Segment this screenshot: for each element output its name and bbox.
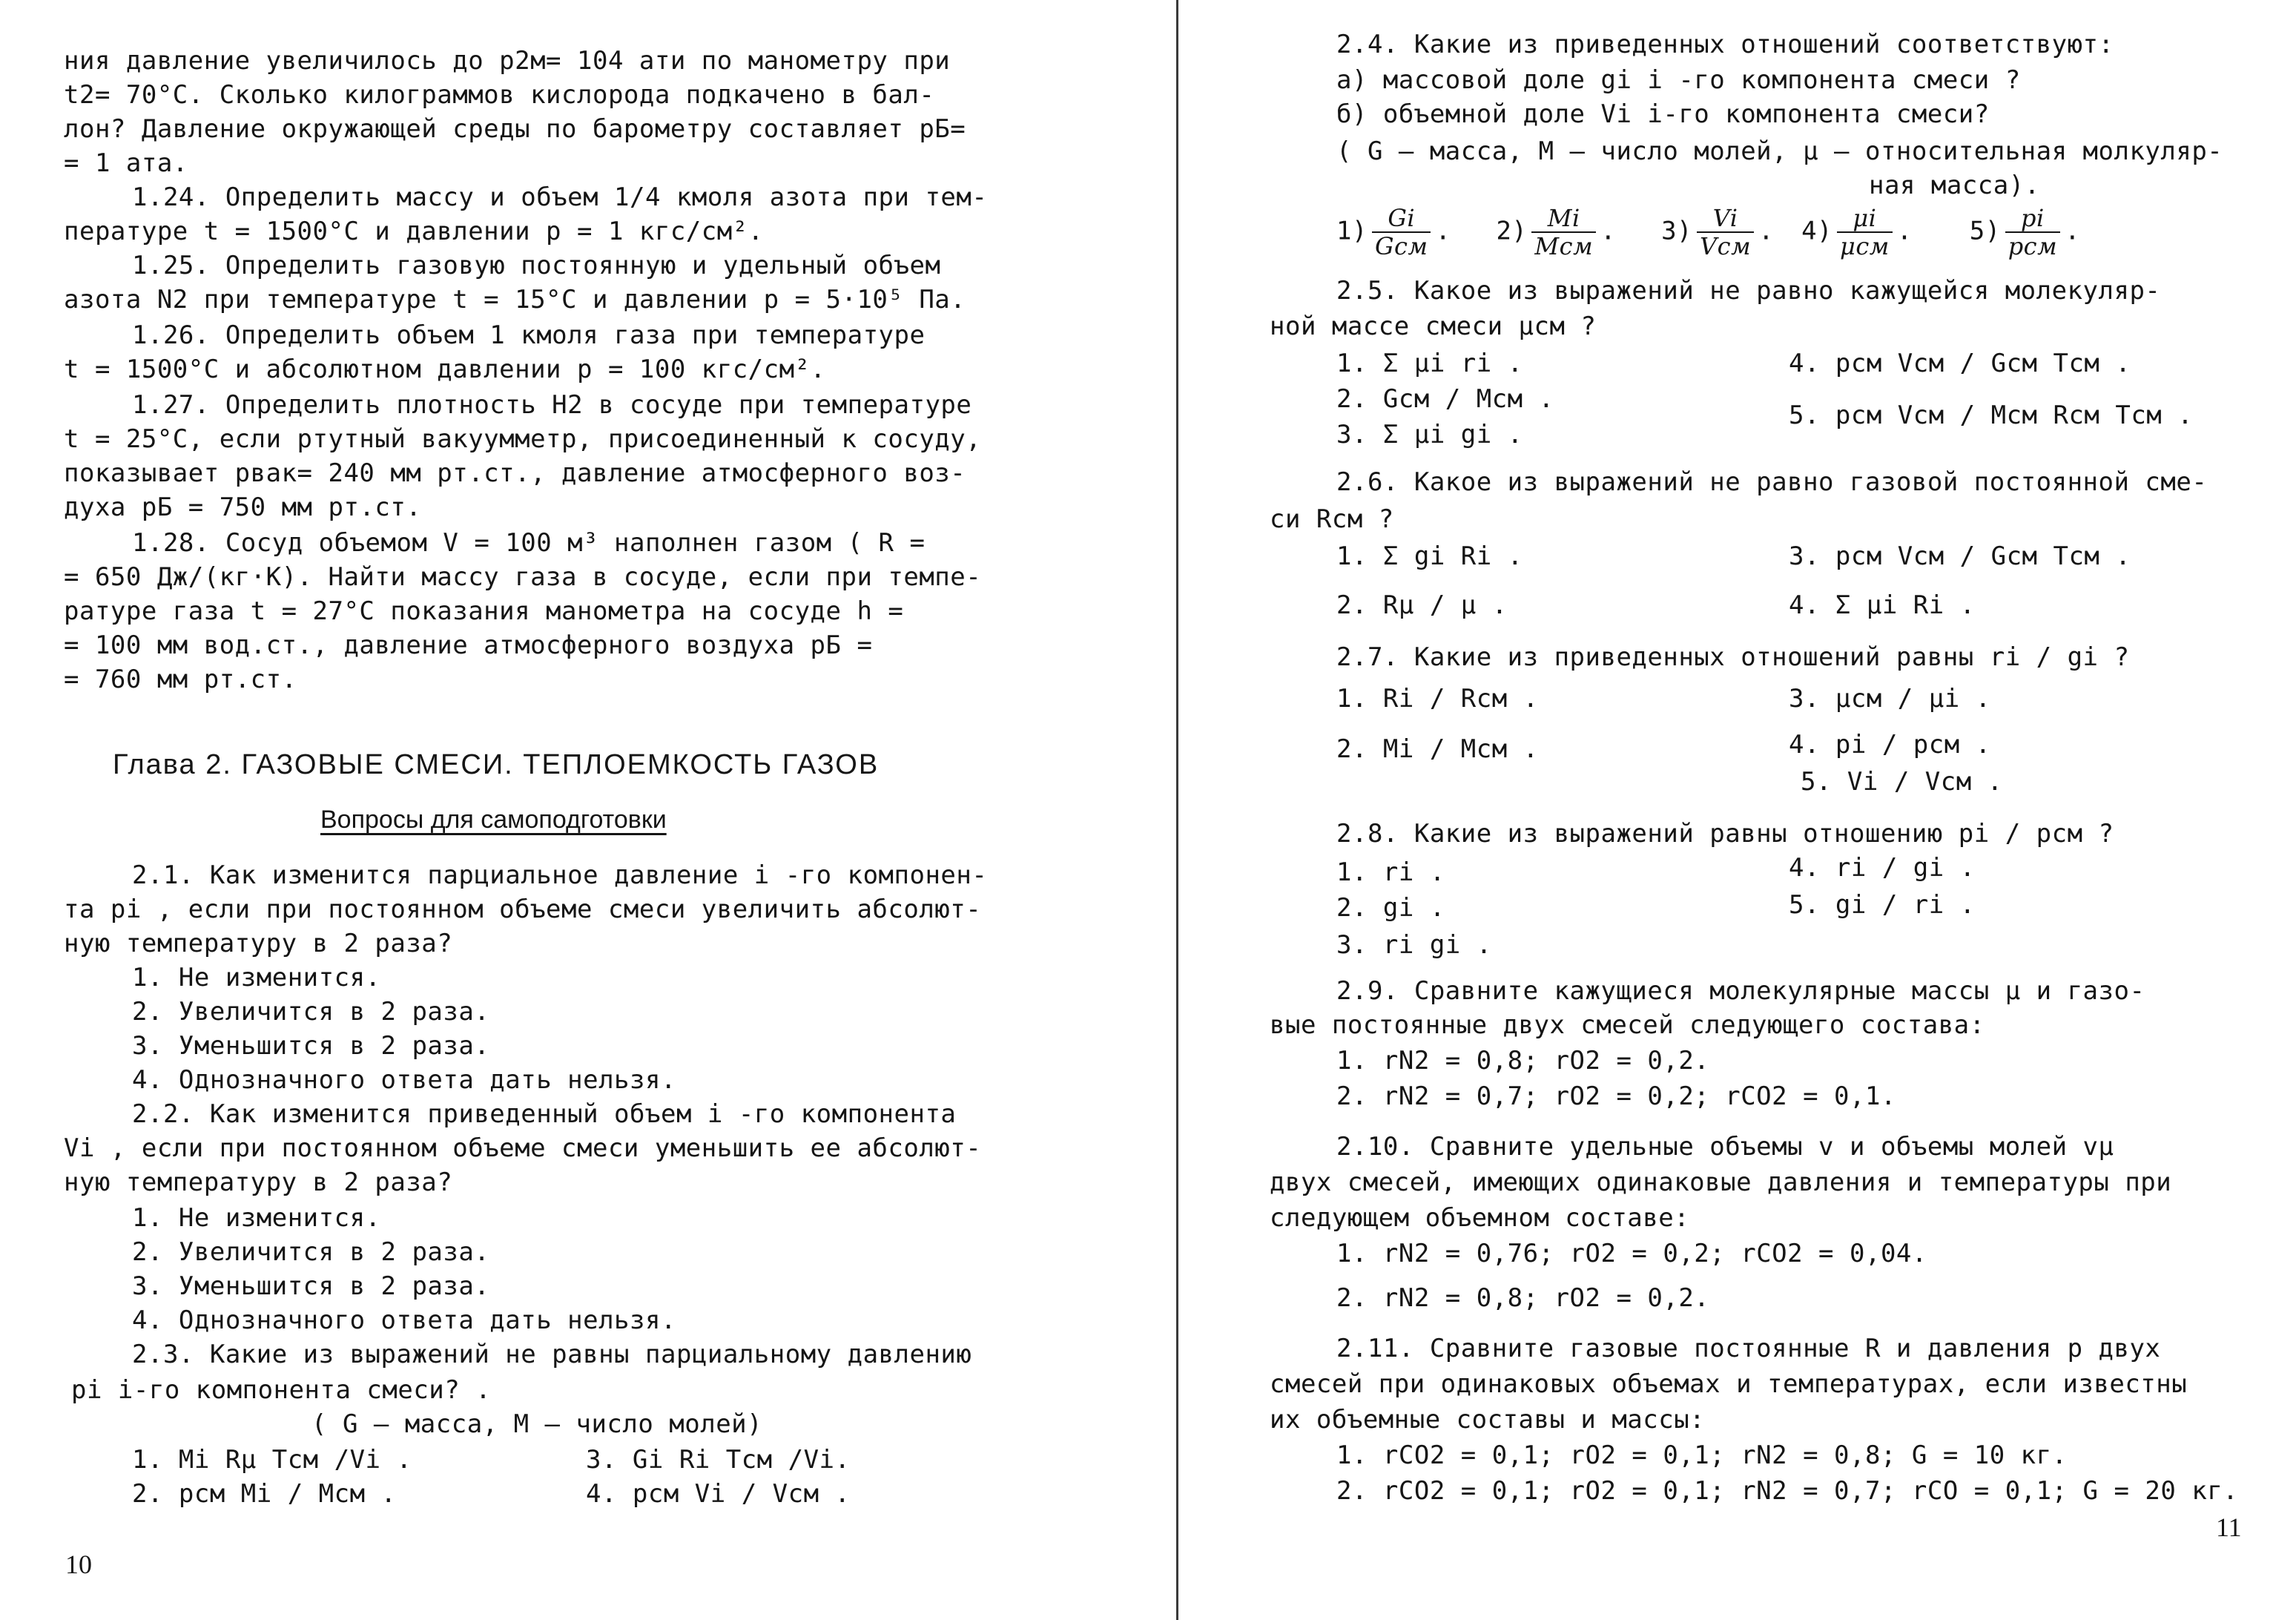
answer-option: 2. rCO2 = 0,1; rO2 = 0,1; rN2 = 0,7; rCO = 0,1; G = 20 кг. [1336,1476,2239,1506]
question-2-3: 2.3. Какие из выражений не равны парциальному давлению [132,1340,972,1369]
text-line: си Rсм ? [1270,504,1394,534]
text-line: pi i-го компонента смеси? . [71,1375,492,1405]
text-line: = 650 Дж/(кг·К). Найти массу газа в сосуде, если при темпе- [64,562,982,592]
answer-option: 1. Σ gi Ri . [1336,541,1523,571]
answer-option: 2. rN2 = 0,7; rO2 = 0,2; rCO2 = 0,1. [1336,1081,1896,1111]
text-line: t = 1500°С и абсолютном давлении p = 100 кгс/см². [64,355,826,384]
answer-option: 3. μсм / μi . [1789,684,1991,714]
text-line: следующем объемном составе: [1270,1203,1690,1233]
text-line: Vi , если при постоянном объеме смеси уменьшить ее абсолют- [64,1133,982,1163]
text-line: вые постоянные двух смесей следующего состава: [1270,1010,1985,1040]
text-line: показывает pвак= 240 мм рт.ст., давление атмосферного воз- [64,458,966,488]
problem-1-27: 1.27. Определить плотность H2 в сосуде при температуре [132,390,972,420]
text-line: = 1 ата. [64,148,188,178]
problem-1-28: 1.28. Сосуд объемом V = 100 м³ наполнен газом ( R = [132,528,926,558]
text-line: ( G – масса, M – число молей) [311,1409,763,1439]
page-number: 11 [2216,1512,2242,1542]
answer-option: 2. gi . [1336,893,1445,923]
answer-option: 2. Увеличится в 2 раза. [132,1237,490,1267]
question-2-11: 2.11. Сравните газовые постоянные R и давления p двух [1336,1334,2161,1363]
answer-option: 2. Gсм / Mсм . [1336,384,1554,414]
chapter-title: Глава 2. ГАЗОВЫЕ СМЕСИ. ТЕПЛОЕМКОСТЬ ГАЗОВ [113,749,880,780]
page-number: 10 [65,1550,92,1579]
text-line: ная масса). [1869,171,2040,200]
answer-option: 1. Не изменится. [132,1203,381,1233]
text-line: t2= 70°С. Сколько килограммов кислорода подкачено в бал- [64,80,935,110]
answer-option: 2. Увеличится в 2 раза. [132,997,490,1027]
answer-option: 1. Σ μi ri . [1336,349,1523,378]
right-page [1187,0,2296,1620]
answer-option: 3. pсм Vсм / Gсм Tсм . [1789,541,2131,571]
fraction-options [1336,205,2080,260]
answer-option: 1. Не изменится. [132,963,381,992]
fraction-option: 1) $\frac{Gi}{\text{Gсм}}$ . [1336,204,1451,260]
answer-option: 3. ri gi . [1336,930,1492,960]
text-line: = 100 мм вод.ст., давление атмосферного воздуха pБ = [64,630,873,660]
question-2-9: 2.9. Сравните кажущиеся молекулярные массы μ и газо- [1336,976,2145,1006]
question-2-5: 2.5. Какое из выражений не равно кажущейся молекуляр- [1336,276,2161,306]
question-2-4: 2.4. Какие из приведенных отношений соответствуют: [1336,30,2114,59]
answer-option: 2. rN2 = 0,8; rO2 = 0,2. [1336,1283,1710,1313]
text-line: ную температуру в 2 раза? [64,1168,453,1197]
answer-option: 4. pi / pсм . [1789,730,1991,760]
answer-option: 3. Gi Ri Tсм /Vi. [586,1445,851,1475]
answer-option: 1. Mi Rμ Tсм /Vi . [132,1445,412,1475]
text-line: их объемные составы и массы: [1270,1405,1706,1435]
answer-option: 5. Vi / Vсм . [1801,767,2003,797]
answer-option: 3. Уменьшится в 2 раза. [132,1271,490,1301]
answer-option: 5. pсм Vсм / Mсм Rсм Tсм . [1789,401,2194,430]
answer-option: 4. pсм Vсм / Gсм Tсм . [1789,349,2131,378]
answer-option: 4. Σ μi Ri . [1789,590,1976,620]
answer-option: 4. ri / gi . [1789,853,1976,883]
section-subtitle: Вопросы для самоподготовки [320,806,667,834]
answer-option: 3. Σ μi gi . [1336,420,1523,450]
fraction-option: 2) $\frac{Mi}{\text{Mсм}}$ . [1496,204,1617,260]
text-line: ной массе смеси μсм ? [1270,312,1597,341]
problem-1-24: 1.24. Определить массу и объем 1/4 кмоля азота при тем- [132,182,988,212]
fraction-option: 5) $\frac{pi}{\text{pсм}}$ . [1969,204,2081,260]
text-line: двух смесей, имеющих одинаковые давления и температуры при [1270,1168,2172,1197]
question-2-10: 2.10. Сравните удельные объемы v и объемы молей vμ [1336,1132,2114,1162]
problem-1-26: 1.26. Определить объем 1 кмоля газа при температуре [132,320,926,350]
answer-option: 3. Уменьшится в 2 раза. [132,1031,490,1061]
problem-1-25: 1.25. Определить газовую постоянную и удельный объем [132,251,941,280]
answer-option: 1. Ri / Rсм . [1336,684,1539,714]
question-2-7: 2.7. Какие из приведенных отношений равны ri / gi ? [1336,642,2130,672]
question-2-6: 2.6. Какое из выражений не равно газовой постоянной сме- [1336,467,2208,497]
answer-option: 2. Mi / Mсм . [1336,734,1539,764]
answer-option: 1. rN2 = 0,76; rO2 = 0,2; rCO2 = 0,04. [1336,1239,1927,1268]
answer-option: 5. gi / ri . [1789,890,1976,920]
text-line: а) массовой доле gi i -го компонента смеси ? [1336,65,2021,95]
text-line: = 760 мм рт.ст. [64,665,297,694]
answer-option: 4. Однозначного ответа дать нельзя. [132,1305,676,1335]
text-line: ратуре газа t = 27°С показания манометра на сосуде h = [64,596,904,626]
text-line: лон? Давление окружающей среды по барометру составляет pБ= [64,114,966,144]
text-line: духа pБ = 750 мм рт.ст. [64,493,422,522]
text-line: б) объемной доле Vi i-го компонента смеси? [1336,99,1990,129]
question-2-8: 2.8. Какие из выражений равны отношению pi / pсм ? [1336,819,2114,849]
answer-option: 1. rN2 = 0,8; rO2 = 0,2. [1336,1046,1710,1076]
text-line: смесей при одинаковых объемах и температурах, если известны [1270,1369,2188,1399]
question-2-1: 2.1. Как изменится парциальное давление i -го компонен- [132,860,988,890]
text-line: t = 25°С, если ртутный вакуумметр, присоединенный к сосуду, [64,424,982,454]
answer-option: 1. rCO2 = 0,1; rO2 = 0,1; rN2 = 0,8; G = 10 кг. [1336,1440,2068,1470]
text-line: та pi , если при постоянном объеме смеси увеличить абсолют- [64,895,982,924]
question-2-2: 2.2. Как изменится приведенный объем i -го компонента [132,1099,957,1129]
answer-option: 2. Rμ / μ . [1336,590,1508,620]
answer-option: 4. pсм Vi / Vсм . [586,1479,851,1509]
fraction-option: 4) $\frac{\mu i}{\text{μсм}}$ . [1801,204,1913,260]
fraction-option: 3) $\frac{Vi}{\text{Vсм}}$ . [1661,204,1775,260]
text-line: ния давление увеличилось до p2м= 104 ати по манометру при [64,46,951,76]
text-line: ную температуру в 2 раза? [64,929,453,958]
answer-option: 4. Однозначного ответа дать нельзя. [132,1065,676,1095]
text-line: пературе t = 1500°С и давлении p = 1 кгс/см². [64,217,764,246]
answer-option: 1. ri . [1336,857,1445,887]
answer-option: 2. pсм Mi / Mсм . [132,1479,397,1509]
text-line: азота N2 при температуре t = 15°С и давлении p = 5·10⁵ Па. [64,285,966,315]
text-line: ( G – масса, M – число молей, μ – относительная молкуляр- [1336,136,2223,166]
